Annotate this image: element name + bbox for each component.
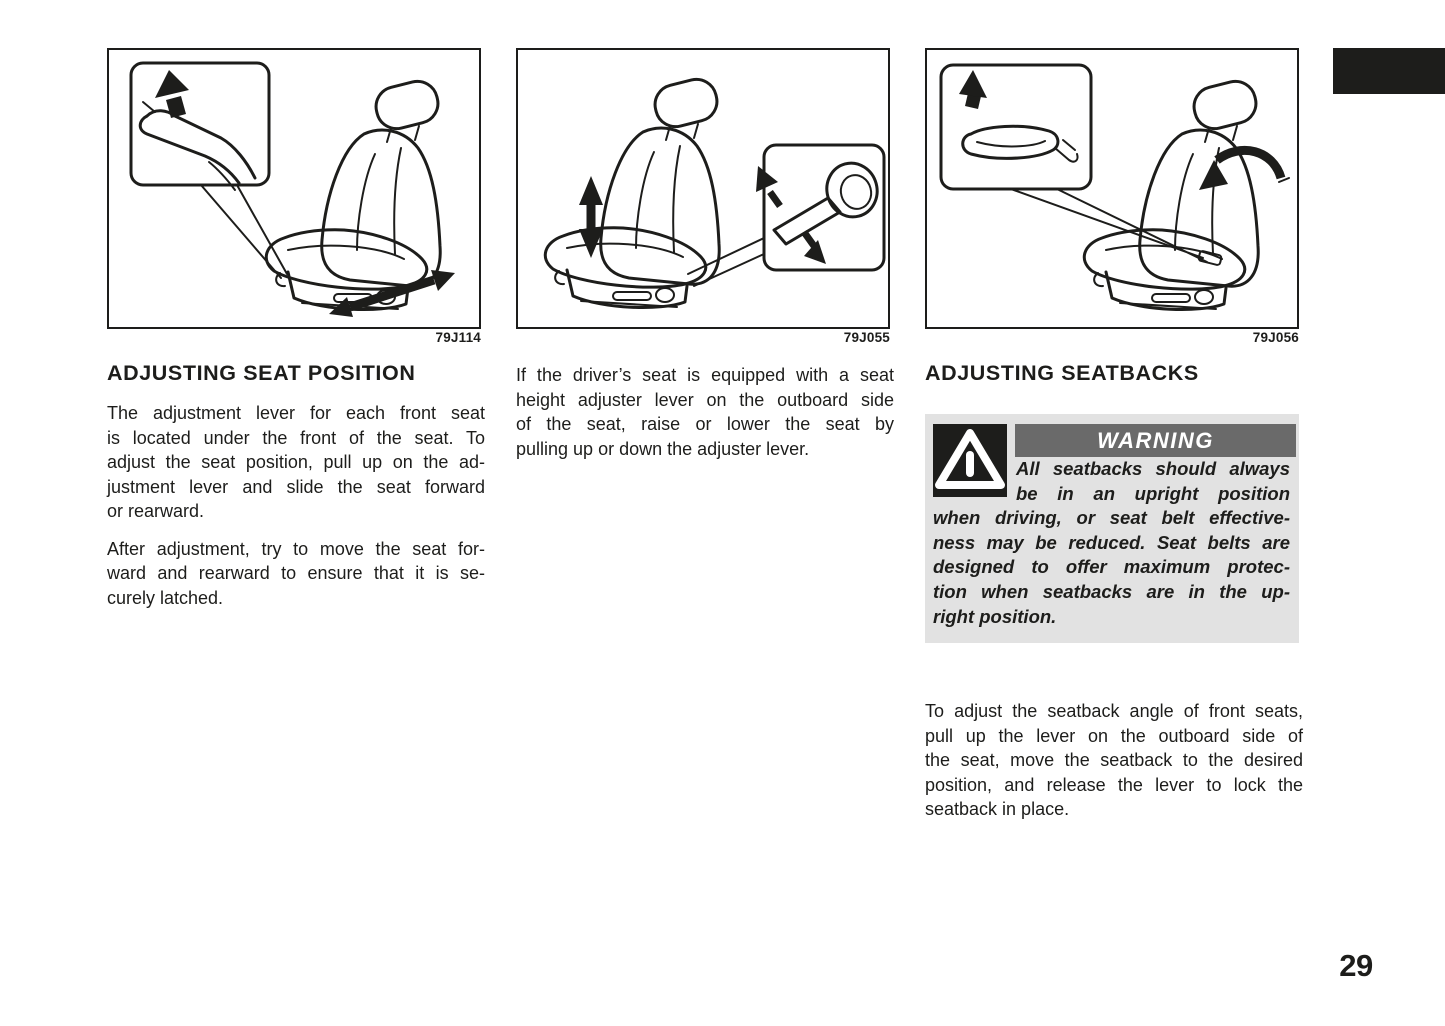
warning-callout (925, 414, 1299, 643)
inset-height-lever (756, 145, 884, 270)
figure-caption: 79J114 (435, 330, 481, 345)
text-line: pulling up or down the adjuster lever. (516, 438, 810, 459)
warning-title: WARNING (1097, 427, 1214, 453)
seat-drawing (545, 75, 721, 307)
text-line: or rearward. (107, 501, 205, 521)
text-line: of the seat, raise or lower the seat by (516, 414, 894, 434)
section-tab (1333, 48, 1445, 94)
paragraph (107, 537, 485, 611)
inset-leader-lines (1011, 189, 1207, 262)
right-column-text (925, 699, 1303, 822)
text-line: After adjustment, try to move the seat for- (107, 538, 485, 559)
text-line: If the driver’s seat is equipped with a seat (516, 365, 894, 385)
middle-column-text (516, 363, 894, 461)
warning-text (933, 457, 1290, 629)
text-line: the seat, move the seatback to the desired (925, 750, 1303, 770)
text-line: ward and rearward to ensure that it is se- (107, 563, 485, 583)
inset-recline-lever (941, 65, 1091, 189)
paragraph (516, 363, 894, 461)
seat-drawing (1084, 77, 1260, 309)
figure-seat-slide (107, 48, 481, 329)
lever-lower-arrow-icon (804, 232, 826, 264)
text-line: pull up the lever on the outboard side of (925, 725, 1303, 746)
text-line: right position. (933, 605, 1057, 627)
text-line: seatback in place. (925, 799, 1070, 819)
text-line: be in an upright position (1016, 482, 1290, 504)
figure-seatback-recline (925, 48, 1299, 329)
text-line: curely latched. (107, 587, 224, 608)
text-line: tion when seatbacks are in the up- (933, 580, 1290, 602)
text-line: justment lever and slide the seat forward (107, 476, 485, 497)
text-line: is located under the front of the seat. To (107, 427, 485, 448)
text-line: To adjust the seatback angle of front seats, (925, 701, 1303, 721)
heading-adjusting-seatbacks: ADJUSTING SEATBACKS (925, 361, 1199, 385)
figure-caption: 79J055 (843, 330, 890, 345)
left-column-text (107, 401, 485, 610)
inset-slide-lever (131, 63, 269, 190)
text-line: position, and release the lever to lock the (925, 774, 1303, 795)
seat-drawing (266, 77, 442, 309)
heading-adjusting-seat-position: ADJUSTING SEAT POSITION (107, 361, 416, 385)
seat-height-illustration (518, 50, 888, 327)
text-line: The adjustment lever for each front seat (107, 403, 485, 423)
lever-up-arrow-icon (959, 70, 987, 109)
page-number: 29 (1339, 948, 1373, 983)
figure-seat-height (516, 48, 890, 329)
text-line: ness may be reduced. Seat belts are (933, 531, 1290, 553)
text-line: height adjuster lever on the outboard side (516, 389, 894, 410)
seatback-recline-illustration (927, 50, 1297, 327)
inset-leader-lines (201, 185, 287, 278)
lever-raise-arrow-icon (756, 166, 780, 206)
seat-slide-illustration (109, 50, 479, 327)
text-line: designed to offer maximum protec- (933, 556, 1290, 578)
paragraph (925, 699, 1303, 822)
paragraph (107, 401, 485, 524)
figure-caption: 79J056 (1252, 330, 1299, 345)
recline-curved-arrow-icon (1199, 150, 1289, 190)
warning-title-bar (1015, 424, 1296, 457)
text-line: All seatbacks should always (1016, 458, 1290, 479)
text-line: when driving, or seat belt effective- (933, 507, 1290, 529)
text-line: adjust the seat position, pull up on the ad- (107, 452, 485, 472)
